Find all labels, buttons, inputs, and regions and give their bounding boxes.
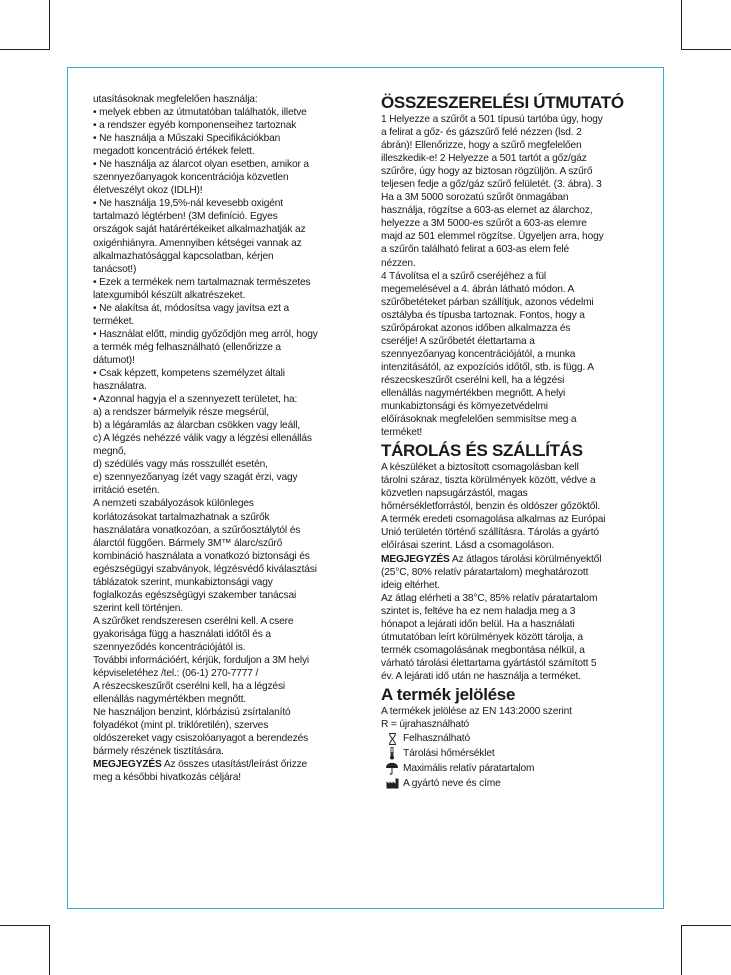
storage-text [381, 461, 635, 552]
text-line: életveszélyt okoz (IDLH)! [93, 185, 203, 197]
text-line: képviseletéhez /tel.: (06-1) 270-7777 / [93, 668, 259, 680]
text-line: szűrőbetéteket párban szállítjuk, azonos védelmi [381, 296, 594, 308]
text-line: 4 Távolítsa el a szűrő cseréjéhez a fül [381, 270, 546, 282]
text-line: e) szennyezőanyag ízét vagy szagát érzi, vagy [93, 472, 298, 484]
left-text [93, 93, 355, 758]
symbol-label: Tárolási hőmérséklet [403, 748, 495, 760]
note-label: MEGJEGYZÉS [93, 759, 162, 771]
text-line: munkabiztonsági és környezetvédelmi [381, 401, 548, 413]
text-line: közvetlen napsugárzástól, magas [381, 488, 528, 500]
marking-heading: A termék jelölése [381, 684, 516, 704]
text-line: a termék még felhasználható (ellenőrizze a [93, 341, 281, 353]
crop-mark [49, 925, 50, 975]
text-line: használatára vonatkozóan, a szűrőosztálytól és [93, 524, 301, 536]
text-line: a felirat a gőz- és gázszűrő felé nézzen (lsd. 2 [381, 127, 582, 139]
text-line: cserélje! A szűrőbetét élettartama a [381, 335, 535, 347]
text-line: egészségügyi szabványok, légzésvédő kiválasztási [93, 563, 317, 575]
text-line: hónapot a lejárati időn belül. Ha a használati [381, 618, 575, 630]
symbol-row [381, 731, 635, 746]
text-line: oldószereket vagy csiszolóanyagot a berendezés [93, 733, 309, 745]
text-line: a szűrőn található felirat a 603-as elem felé [381, 244, 570, 256]
note-label: MEGJEGYZÉS [381, 553, 450, 565]
left-note: MEGJEGYZÉS Az összes utasítást/leírást őrizze [93, 759, 308, 771]
text-line: útmutatóban leírt körülmények között tárolja, a [381, 631, 583, 643]
text-line: országok saját határértékeiket alkalmazhatják az [93, 224, 306, 236]
storage-heading: TÁROLÁS ÉS SZÁLLÍTÁS [381, 441, 583, 461]
text-line: illeszkedik-e! 2 Helyezze a 501 tartót a gőz/gáz [381, 153, 587, 165]
text-line: A részecskeszűrőt cserélni kell, ha a légzési [93, 681, 285, 693]
text-line: részecskeszűrőt cserélni kell, ha a légzési [381, 374, 565, 386]
marking-text [381, 705, 635, 731]
text-line: szűrőpárokat azonos időben alkalmazza és [381, 322, 571, 334]
text-line: • Azonnal hagyja el a szennyezett területet, ha: [93, 394, 298, 406]
text-line: kombináció használata a vonatkozó biztonsági és [93, 550, 310, 562]
text-line: helyezze a 3M 5000-es szűrőt a 603-as elemre [381, 218, 587, 230]
text-line: oxigénhiányra. Amennyiben kétségei vannak az [93, 237, 302, 249]
crop-mark [681, 925, 682, 975]
text-line: álarctól függően. Bármely 3M™ álarc/szűrő [93, 537, 283, 549]
storage-note: MEGJEGYZÉS Az átlagos tárolási körülményektől [381, 553, 602, 565]
text-line: termék csomagolásának megbontása nélkül, a [381, 644, 585, 656]
text-line: ellenállás nagymértékben megnőtt. [93, 694, 247, 706]
text-line: szennyezőanyag koncentrációjától, a munka [381, 348, 576, 360]
text-line: megemelésével a 4. ábrán látható módon. A [381, 283, 575, 295]
text-line: intenzitásától, az expozíciós időtől, stb. is függ. A [381, 361, 594, 373]
text-line: Ne használjon benzint, klórbázisú zsírtalanító [93, 707, 291, 719]
right-column [381, 93, 635, 791]
crop-mark [49, 0, 50, 50]
text-line: alkalmazhatósággal kapcsolatban, kérjen [93, 250, 274, 262]
text-line: használatra. [93, 381, 147, 393]
text-line: használja, rögzítse a 603-as elemet az álarchoz, [381, 205, 593, 217]
text-line: tartalmazó légtérben! (3M definíció. Egyes [93, 211, 278, 223]
text-line: A termékek jelölése az EN 143:2000 szerint [381, 705, 572, 717]
factory-icon [381, 778, 403, 789]
text-line: megadott koncentráció értékek felett. [93, 146, 255, 158]
text-line: szennyeződés koncentrációjától is. [93, 641, 246, 653]
text-line: irritáció esetén. [93, 485, 160, 497]
text-line: A készüléket a biztosított csomagolásban kell [381, 462, 579, 474]
text-line: A termék eredeti csomagolása alkalmas az Európai [381, 514, 606, 526]
text-line: ábrán)! Ellenőrizze, hogy a szűrő megfelelően [381, 140, 582, 152]
text-line: nézzen. [381, 257, 416, 269]
text-line: latexgumiból készült alkatrészeket. [93, 289, 246, 301]
text-line: gyakorisága függ a használati időtől és a [93, 628, 271, 640]
symbol-row [381, 776, 635, 791]
text-line: dátumot)! [93, 354, 135, 366]
text-line: R = újrahasználható [381, 719, 470, 731]
text-line: bármely részének tisztítására. [93, 746, 224, 758]
text-line: 1 Helyezze a szűrőt a 501 típusú tartóba úgy, hogy [381, 114, 603, 125]
text-line: ideig eltérhet. [381, 579, 440, 591]
text-line: terméket! [381, 427, 423, 439]
text-line: tanácsot!) [93, 263, 137, 275]
text-line: szennyezőanyagok koncentrációja közvetlen [93, 172, 289, 184]
thermometer-icon [381, 747, 403, 760]
text-line: majd az 501 elemmel rögzítse. Ügyeljen arra, hogy [381, 231, 604, 243]
symbol-row [381, 761, 635, 776]
symbol-list [381, 731, 635, 791]
assembly-text [381, 113, 635, 439]
text-line: c) A légzés nehézzé válik vagy a légzési ellenállás [93, 433, 312, 445]
text-line: tárolni száraz, tiszta körülmények között, védve a [381, 475, 596, 487]
text-line: szerint kell történjen. [93, 602, 183, 614]
text-line: előírásoknak megfelelően semmisítse meg a [381, 414, 577, 426]
symbol-row [381, 746, 635, 761]
text-line: További információért, kérjük, forduljon a 3M helyi [93, 655, 310, 667]
left-note-line: meg a későbbi hivatkozás céljára! [93, 772, 241, 784]
text-line: Az átlag elérheti a 38°C, 85% relatív páratartalom [381, 592, 598, 604]
text-line: hőmérsékletforrástól, benzin és oldószer gőzöktől. [381, 501, 601, 513]
symbol-label: Maximális relatív páratartalom [403, 763, 535, 775]
symbol-label: Felhasználható [403, 733, 470, 745]
text-line: Ha a 3M 5000 sorozatú szűrőt önmagában [381, 192, 569, 204]
crop-mark [681, 0, 682, 50]
symbol-label: A gyártó neve és címe [403, 778, 501, 790]
text-line: utasításoknak megfelelően használja: [93, 94, 258, 105]
text-line: foglalkozás egészségügyi szakember tanácsai [93, 589, 297, 601]
text-line: • Csak képzett, kompetens személyzet általi [93, 367, 285, 379]
text-line: • Használat előtt, mindig győződjön meg arról, hogy [93, 328, 318, 340]
crop-mark [681, 49, 731, 50]
text-line: • melyek ebben az útmutatóban találhatók, illetve [93, 107, 307, 119]
text-line: A nemzeti szabályozások különleges [93, 498, 254, 510]
crop-mark [0, 49, 50, 50]
text-line: terméket. [93, 315, 135, 327]
text-line: megnő, [93, 446, 127, 458]
text-line: • Ne alakítsa át, módosítsa vagy javítsa ezt a [93, 302, 289, 314]
text-line: • Ezek a termékek nem tartalmaznak természetes [93, 276, 311, 288]
text-line: • Ne használja 19,5%-nál kevesebb oxigént [93, 198, 283, 210]
text-line: szűrőre, úgy hogy az biztosan rögzüljön. A szűrő [381, 166, 593, 178]
text-line: év. A lejárati idő után ne használja a terméket. [381, 670, 581, 682]
text-line: ellenállás nagymértékben megnőtt. A helyi [381, 387, 566, 399]
text-line: teljesen fedje a gőz/gáz szűrő felületét. (3. ábra). 3 [381, 179, 602, 191]
text-line: • Ne használja az álarcot olyan esetben, amikor a [93, 159, 309, 171]
text-line: táblázatok szerint, munkabiztonsági vagy [93, 576, 273, 588]
text-line: • a rendszer egyéb komponenseihez tartoznak [93, 120, 297, 132]
text-line: (25°C, 80% relatív páratartalom) meghatározott [381, 566, 589, 578]
crop-mark [0, 925, 50, 926]
text-line: előírásai szerint. Lásd a csomagoláson. [381, 540, 555, 552]
assembly-heading: ÖSSZESZERELÉSI ÚTMUTATÓ [381, 93, 624, 112]
text-line: • Ne használja a Műszaki Specifikációkban [93, 133, 281, 145]
text-line: A szűrőket rendszeresen cserélni kell. A csere [93, 615, 294, 627]
left-column [93, 93, 355, 784]
text-line: a) a rendszer bármelyik része megsérül, [93, 407, 269, 419]
text-line: szintet is, feltéve ha ez nem haladja meg a 3 [381, 605, 576, 617]
text-line: d) szédülés vagy más rosszullét esetén, [93, 459, 268, 471]
text-line: osztályba és típusba tartoznak. Fontos, hogy a [381, 309, 585, 321]
text-line: folyadékot (mint pl. triklóretilén), szerves [93, 720, 269, 732]
hourglass-icon [381, 733, 403, 745]
text-line: b) a légáramlás az álarcban csökken vagy leáll, [93, 420, 300, 432]
storage-text-2 [381, 566, 635, 683]
crop-mark [681, 925, 731, 926]
text-line: korlátozásokat tartalmazhatnak a szűrők [93, 511, 270, 523]
text-line: Unió területén történő szállításra. Tárolás a gyártó [381, 527, 599, 539]
umbrella-icon [381, 762, 403, 775]
text-line: várható tárolási élettartama gyártástól számított 5 [381, 657, 597, 669]
